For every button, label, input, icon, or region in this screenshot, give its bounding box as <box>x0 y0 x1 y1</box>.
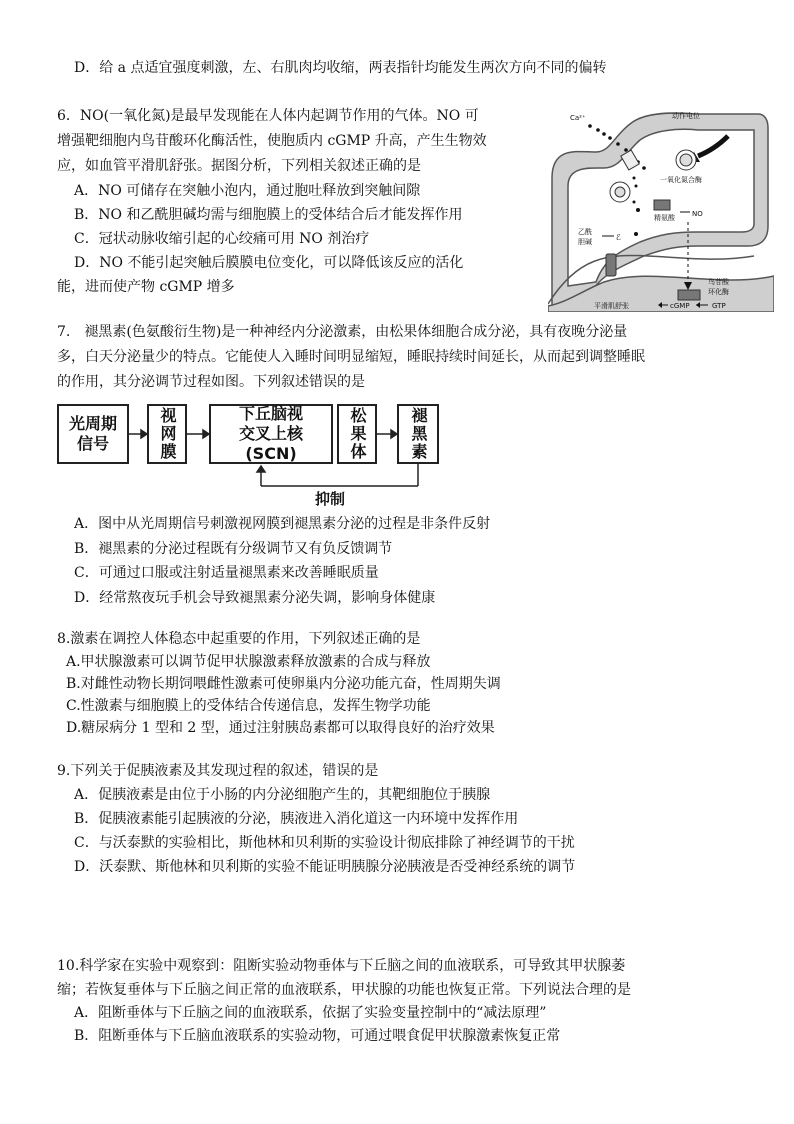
flow-arrows <box>57 396 447 510</box>
relax-label: 平滑肌舒张 <box>594 302 629 310</box>
box-scn-line3: (SCN) <box>245 444 297 463</box>
q6-option-b: B．NO 和乙酰胆碱均需与细胞膜上的受体结合后才能发挥作用 <box>74 207 463 223</box>
action-potential-label: 动作电位 <box>672 112 700 120</box>
q7-option-c: C．可通过口服或注射适量褪黑素来改善睡眠质量 <box>74 565 379 581</box>
q6-option-c: C．冠状动脉收缩引起的心绞痛可用 NO 剂治疗 <box>74 231 370 247</box>
q10-option-b: B．阻断垂体与下丘脑血液联系的实验动物，可通过喂食促甲状腺激素恢复正常 <box>74 1028 561 1044</box>
q10-option-a: A．阻断垂体与下丘脑之间的血液联系，依据了实验变量控制中的“减法原理” <box>74 1005 547 1021</box>
arginine-label: 精氨酸 <box>654 214 675 222</box>
no-label: NO <box>692 210 703 218</box>
q7-stem-line1: 7. 褪黑素(色氨酸衍生物)是一种神经内分泌激素，由松果体细胞合成分泌，具有夜晚分泌量 <box>57 324 628 340</box>
box-scn-line1: 下丘脑视 <box>238 404 303 423</box>
ach-label-1: 乙酰 <box>578 228 592 236</box>
ach-symbol: ℰ <box>616 233 621 242</box>
cgmp-label: cGMP <box>670 302 690 310</box>
q8-option-d: D.糖尿病分 1 型和 2 型，通过注射胰岛素都可以取得良好的治疗效果 <box>66 720 495 736</box>
guanylate-label-2: 环化酶 <box>708 288 729 296</box>
q8-option-a: A.甲状腺激素可以调节促甲状腺激素释放激素的合成与释放 <box>66 654 431 670</box>
q8-option-b: B.对雌性动物长期饲喂雌性激素可使卵巢内分泌功能亢奋，性周期失调 <box>66 676 501 692</box>
q7-option-b: B．褪黑素的分泌过程既有分级调节又有负反馈调节 <box>74 541 393 557</box>
box-melatonin-text: 褪黑素 <box>409 407 428 461</box>
q9-option-d: D．沃泰默、斯他林和贝利斯的实验不能证明胰腺分泌胰液是否受神经系统的调节 <box>74 859 576 875</box>
q6-option-d-line2: 能，进而使产物 cGMP 增多 <box>57 279 235 295</box>
q7-melatonin-flowchart <box>57 396 447 510</box>
q6-option-d-line1: D．NO 不能引起突触后膜膜电位变化，可以降低该反应的活化 <box>74 255 464 271</box>
box-retina-text: 视网膜 <box>158 407 177 461</box>
gtp-label: GTP <box>712 302 726 310</box>
box-light-signal-text: 光周期信号 <box>69 414 118 453</box>
q6-stem-line1: 6．NO(一氧化氮)是最早发现能在人体内起调节作用的气体。NO 可 <box>57 108 479 124</box>
q6-stem-line2: 增强靶细胞内鸟苷酸环化酶活性，使胞质内 cGMP 升高，产生生物效 <box>57 133 487 149</box>
ach-label-2: 胆碱 <box>578 238 592 246</box>
q10-stem-line2: 缩；若恢复垂体与下丘脑之间正常的血液联系，甲状腺的功能也恢复正常。下列说法合理的是 <box>57 982 631 998</box>
ca-label: Ca²⁺ <box>570 114 586 122</box>
q9-stem: 9.下列关于促胰液素及其发现过程的叙述，错误的是 <box>57 763 379 779</box>
inhibit-label: 抑制 <box>315 490 346 508</box>
guanylate-cyclase <box>678 290 700 300</box>
q6-no-signaling-figure <box>548 106 774 312</box>
q9-option-a: A．促胰液素是由位于小肠的内分泌细胞产生的，其靶细胞位于胰腺 <box>74 787 491 803</box>
arginine-box <box>654 200 670 210</box>
q7-stem-line2: 多，白天分泌量少的特点。它能使人入睡时间明显缩短，睡眠持续时间延长，从而起到调整睡眠 <box>57 349 645 365</box>
q7-option-a: A．图中从光周期信号刺激视网膜到褪黑素分泌的过程是非条件反射 <box>74 516 491 532</box>
q8-option-c: C.性激素与细胞膜上的受体结合传递信息，发挥生物学功能 <box>66 698 431 714</box>
q7-option-d: D．经常熬夜玩手机会导致褪黑素分泌失调，影响身体健康 <box>74 590 436 606</box>
ach-receptor <box>606 254 616 276</box>
q5-option-d: D．给 a 点适宜强度刺激，左、右肌肉均收缩，两表指针均能发生两次方向不同的偏转 <box>74 60 607 76</box>
q7-stem-line3: 的作用，其分泌调节过程如图。下列叙述错误的是 <box>57 374 365 390</box>
q6-stem-line3: 应，如血管平滑肌舒张。据图分析，下列相关叙述正确的是 <box>57 158 421 174</box>
guanylate-label-1: 鸟苷酸 <box>708 278 729 286</box>
q6-option-a: A．NO 可储存在突触小泡内，通过胞吐释放到突触间隙 <box>74 183 421 199</box>
q9-option-c: C．与沃泰默的实验相比，斯他林和贝利斯的实验设计彻底排除了神经调节的干扰 <box>74 835 575 851</box>
box-pineal-text: 松果体 <box>348 407 367 461</box>
q8-stem: 8.激素在调控人体稳态中起重要的作用，下列叙述正确的是 <box>57 631 421 647</box>
q9-option-b: B．促胰液素能引起胰液的分泌，胰液进入消化道这一内环境中发挥作用 <box>74 811 519 827</box>
q10-stem-line1: 10.科学家在实验中观察到：阻断实验动物垂体与下丘脑之间的血液联系，可导致其甲状腺萎 <box>57 958 626 974</box>
box-scn-line2: 交叉上核 <box>238 424 303 443</box>
no-synthase-label: 一氧化氮合酶 <box>660 176 702 184</box>
